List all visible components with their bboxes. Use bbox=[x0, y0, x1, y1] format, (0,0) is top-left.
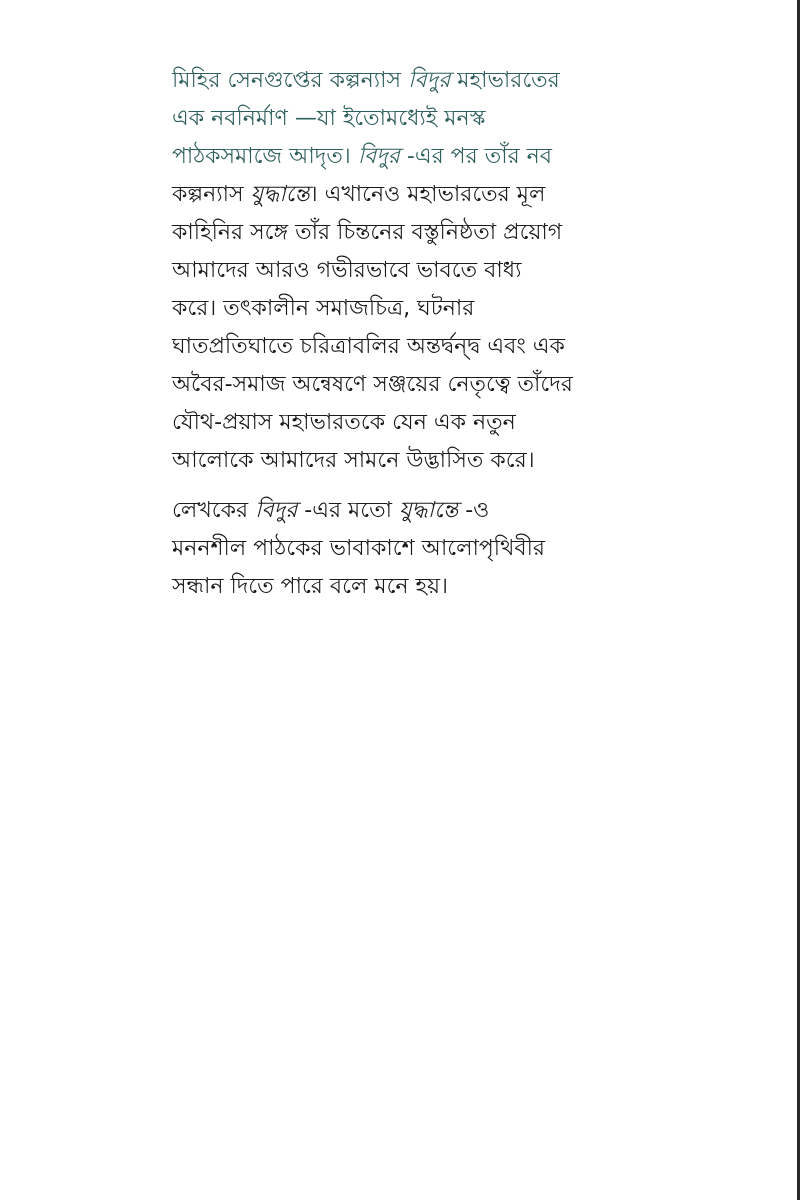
text-segment: মননশীল পাঠকের ভাবাকাশে আলোপৃথিবীর bbox=[172, 536, 545, 561]
text-segment: বিদুর bbox=[357, 144, 400, 169]
text-line bbox=[172, 62, 592, 100]
text-segment: সন্ধান দিতে পারে বলে মনে হয়। bbox=[172, 574, 448, 599]
text-line bbox=[172, 290, 592, 328]
text-line bbox=[172, 138, 592, 176]
paragraph-2 bbox=[172, 492, 592, 606]
text-segment: কল্পন্যাস bbox=[172, 182, 251, 207]
text-segment: মিহির সেনগুপ্তের কল্পন্যাস bbox=[172, 68, 409, 93]
text-segment: বিদুর bbox=[255, 498, 298, 523]
text-line bbox=[172, 176, 592, 214]
text-line bbox=[172, 328, 592, 366]
text-segment: যুদ্ধান্তে bbox=[250, 182, 310, 207]
text-segment: অবৈর-সমাজ অন্বেষণে সঞ্জয়ের নেতৃত্বে তাঁদের bbox=[172, 372, 573, 397]
text-segment: বিদুর bbox=[408, 68, 451, 93]
text-segment: । এখানেও মহাভারতের মূল bbox=[309, 182, 546, 207]
blurb-text bbox=[172, 62, 592, 606]
text-line bbox=[172, 404, 592, 442]
text-line bbox=[172, 252, 592, 290]
text-line bbox=[172, 442, 592, 480]
text-segment: পাঠকসমাজে আদৃত। bbox=[172, 144, 358, 169]
text-segment: কাহিনির সঙ্গে তাঁর চিন্তনের বস্তুনিষ্ঠতা প্রয়োগ bbox=[172, 220, 563, 245]
text-segment: মহাভারতের bbox=[450, 68, 560, 93]
text-segment: লেখকের bbox=[172, 498, 256, 523]
text-segment: এক নবনির্মাণ —যা ইতোমধ্যেই মনস্ক bbox=[172, 106, 486, 131]
paragraph-1 bbox=[172, 62, 592, 480]
text-segment: করে। তৎকালীন সমাজচিত্র, ঘটনার bbox=[172, 296, 475, 321]
text-line bbox=[172, 214, 592, 252]
text-segment: আমাদের আরও গভীরভাবে ভাবতে বাধ্য bbox=[172, 258, 522, 283]
text-line bbox=[172, 530, 592, 568]
text-line bbox=[172, 492, 592, 530]
text-segment: -এর মতো bbox=[297, 498, 399, 523]
text-line bbox=[172, 366, 592, 404]
text-segment: -এর পর তাঁর নব bbox=[399, 144, 553, 169]
text-line bbox=[172, 100, 592, 138]
text-segment: ঘাতপ্রতিঘাতে চরিত্রাবলির অন্তর্দ্বন্দ্ব এবং এক bbox=[172, 334, 565, 359]
text-segment: যৌথ-প্রয়াস মহাভারতকে যেন এক নতুন bbox=[172, 410, 516, 435]
text-segment: যুদ্ধান্তে bbox=[399, 498, 459, 523]
text-segment: আলোকে আমাদের সামনে উদ্ভাসিত করে। bbox=[172, 448, 535, 473]
text-segment: -ও bbox=[458, 498, 490, 523]
text-line bbox=[172, 568, 592, 606]
